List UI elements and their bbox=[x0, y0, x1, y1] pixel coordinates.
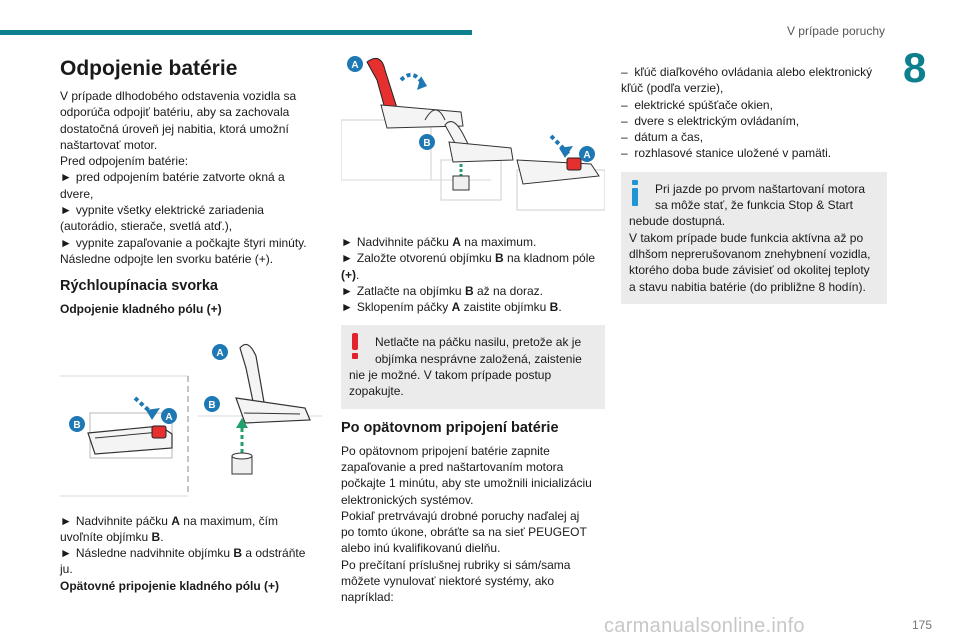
reconnect-text bbox=[341, 443, 605, 606]
step-item: ► Nadvihnite páčku A na maximum, čím bbox=[60, 513, 278, 528]
info-i-icon bbox=[629, 180, 641, 206]
subheading: Odpojenie kladného pólu (+) bbox=[60, 302, 222, 317]
text-line: naštartovať motor. bbox=[60, 137, 158, 152]
text-line: môžete vynulovať niektoré systémy, ako bbox=[341, 574, 555, 589]
bullet-triangle-icon: ► bbox=[341, 235, 353, 249]
text-line: alebo inú kvalifikovanú dielňu. bbox=[341, 541, 501, 556]
text-line: počkajte 1 minútu, aby ste umožnili inicializáciu bbox=[341, 476, 592, 491]
bullet-triangle-icon: ► bbox=[341, 251, 353, 266]
bullet-triangle-icon: ► bbox=[341, 283, 353, 298]
text-line: odporúča odpojiť batériu, aby sa zachovala bbox=[60, 105, 290, 120]
step-item: ► vypnite všetky elektrické zariadenia bbox=[60, 203, 264, 218]
text-line: Pri jazde po prvom naštartovaní motora bbox=[655, 181, 866, 196]
text-line: (+). bbox=[341, 267, 360, 282]
warning-exclamation-icon bbox=[349, 333, 361, 359]
bullet-triangle-icon: ► bbox=[60, 235, 72, 250]
warning-box bbox=[341, 325, 605, 408]
text-line: napríklad: bbox=[341, 590, 394, 605]
step-item: ► Založte otvorenú objímku B na kladnom póle bbox=[341, 251, 596, 266]
step-item: ► pred odpojením batérie zatvorte okná a bbox=[60, 170, 285, 185]
label-a: A bbox=[351, 60, 359, 71]
steps-list bbox=[60, 513, 322, 578]
text-line: sa môže stať, že funkcia Stop & Start bbox=[655, 198, 853, 213]
section-title: V prípade poruchy bbox=[786, 24, 885, 38]
bullet-triangle-icon: ► bbox=[60, 170, 72, 185]
text-line: ju. bbox=[60, 562, 73, 577]
header-accent-bar bbox=[0, 30, 472, 35]
text-line: V takom prípade bude funkcia aktívna až po bbox=[629, 230, 864, 245]
text-line: zapaľovanie a pred naštartovaním motora bbox=[341, 459, 564, 474]
chapter-number: 8 bbox=[903, 44, 927, 91]
text-line: dlhšom neprerušovanom znehybnení vozidla, bbox=[629, 246, 871, 261]
text-line: Po opätovnom pripojení batérie zapnite bbox=[341, 443, 550, 458]
list-item: – dátum a čas, bbox=[621, 130, 704, 145]
label-a: A bbox=[583, 150, 591, 161]
battery-clamp-illustration bbox=[341, 50, 605, 220]
text-line: dostatočná úroveň jej nabitia, ktorá umožní bbox=[60, 121, 289, 136]
text-line: dvere, bbox=[60, 186, 94, 201]
list-item: – kľúč diaľkového ovládania alebo elektronický bbox=[621, 65, 873, 79]
text-line: ktorého doba bude závisieť od okolitej teploty bbox=[629, 263, 870, 278]
text-line: Po prečítaní príslušnej rubriky si sám/sama bbox=[341, 557, 571, 572]
label-a: A bbox=[216, 347, 224, 359]
text-line: po tomto úkone, obráťte sa na sieť PEUGEOT bbox=[341, 525, 587, 540]
reset-systems-list bbox=[621, 64, 887, 162]
text-line: kľúč (podľa verzie), bbox=[621, 81, 724, 96]
page-title: Odpojenie batérie bbox=[60, 57, 238, 80]
text-line: Netlačte na páčku nasilu, pretože ak je bbox=[375, 335, 582, 350]
text-line: nebude dostupná. bbox=[629, 214, 726, 229]
text-line: elektronických systémov. bbox=[341, 492, 474, 507]
list-item: – rozhlasové stanice uložené v pamäti. bbox=[621, 146, 832, 161]
text-line: a stavu nabitia batérie (do približne 8 hodín). bbox=[629, 279, 866, 294]
label-a: A bbox=[165, 411, 173, 423]
step-item: ► Zatlačte na objímku B až na doraz. bbox=[341, 283, 543, 298]
bullet-triangle-icon: ► bbox=[60, 513, 72, 528]
battery-clamp-illustration bbox=[60, 328, 322, 503]
column-3 bbox=[621, 64, 887, 314]
bullet-triangle-icon: ► bbox=[60, 203, 72, 218]
text-line: Pokiaľ pretrvávajú drobné poruchy naďalej aj bbox=[341, 508, 580, 523]
step-item: ► vypnite zapaľovanie a počkajte štyri minúty. bbox=[60, 235, 307, 250]
column-1 bbox=[60, 56, 322, 594]
info-box bbox=[621, 172, 887, 304]
text-line: nie je možné. V takom prípade postup bbox=[349, 368, 552, 383]
intro-text bbox=[60, 88, 322, 267]
figure-disconnect-terminal bbox=[60, 328, 322, 503]
label-b: B bbox=[73, 419, 81, 431]
step-item: ► Následne nadvihnite objímku B a odstráňte bbox=[60, 546, 306, 561]
watermark: carmanualsonline.info bbox=[604, 615, 805, 637]
list-item: – dvere s elektrickým ovládaním, bbox=[621, 113, 800, 128]
text-line: objímka nesprávne založená, zaistenie bbox=[375, 351, 582, 366]
text-line: zopakujte. bbox=[349, 384, 404, 399]
label-b: B bbox=[423, 138, 431, 149]
subheading: Opätovné pripojenie kladného pólu (+) bbox=[60, 578, 280, 593]
page-number: 175 bbox=[911, 618, 932, 632]
text-line: Následne odpojte len svorku batérie (+). bbox=[60, 251, 274, 266]
step-item: ► Nadvihnite páčku A na maximum. bbox=[341, 235, 537, 249]
label-b: B bbox=[208, 399, 216, 411]
text-line: uvoľníte objímku B. bbox=[60, 529, 164, 544]
bullet-triangle-icon: ► bbox=[341, 300, 353, 315]
bullet-triangle-icon: ► bbox=[60, 546, 72, 561]
text-line: V prípade dlhodobého odstavenia vozidla sa bbox=[60, 89, 297, 103]
section-heading: Rýchloupínacia svorka bbox=[60, 278, 218, 295]
figure-reconnect-terminal bbox=[341, 50, 605, 220]
column-2 bbox=[341, 50, 605, 606]
list-item: – elektrické spúšťače okien, bbox=[621, 97, 773, 112]
step-item: ► Sklopením páčky A zaistite objímku B. bbox=[341, 300, 562, 315]
steps-list bbox=[341, 234, 605, 315]
section-heading: Po opätovnom pripojení batérie bbox=[341, 419, 559, 436]
text-line: Pred odpojením batérie: bbox=[60, 154, 189, 169]
text-line: (autorádio, stierače, svetlá atď.), bbox=[60, 219, 233, 234]
